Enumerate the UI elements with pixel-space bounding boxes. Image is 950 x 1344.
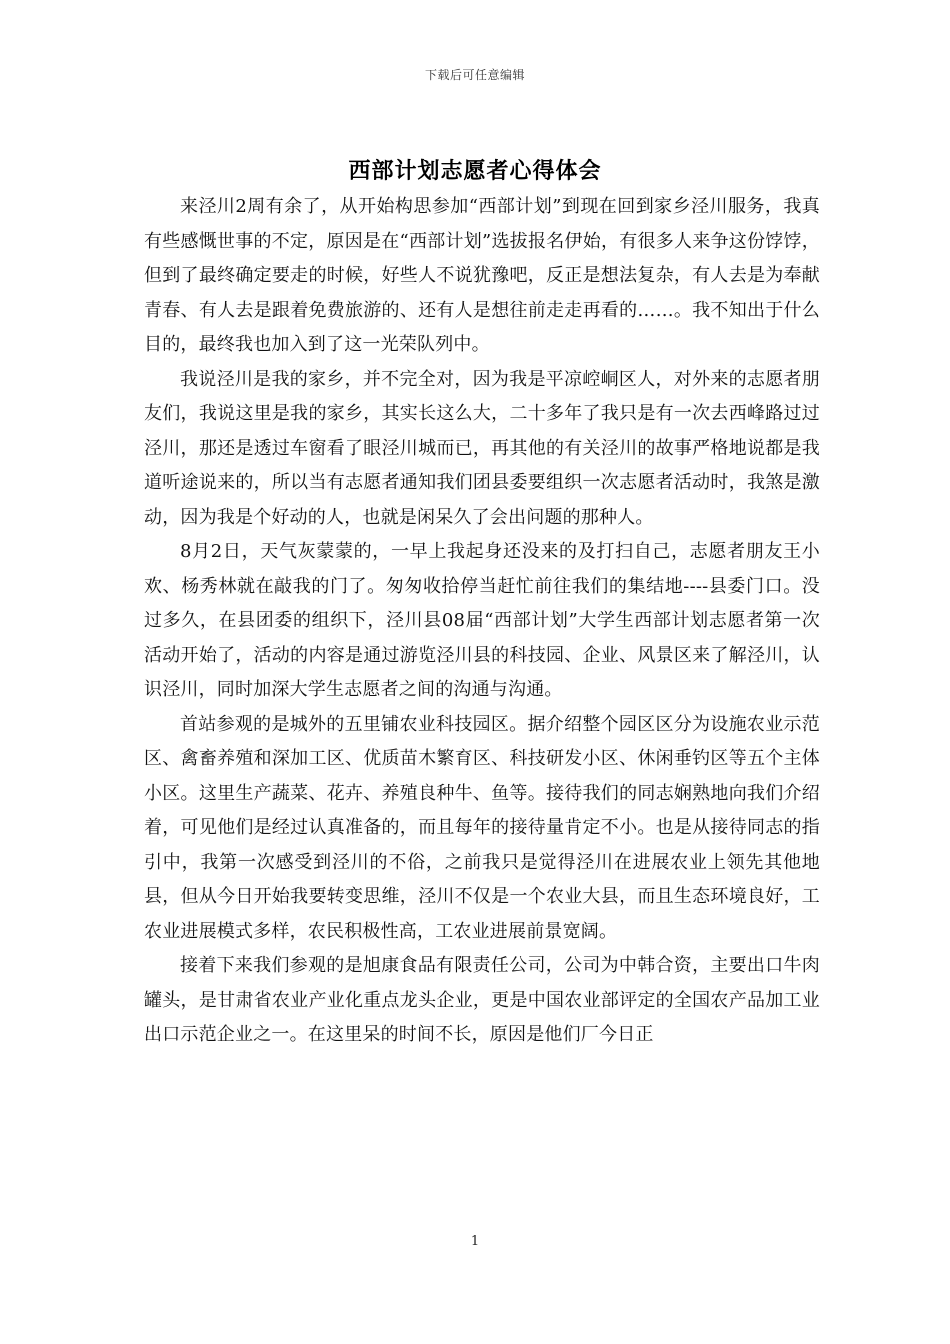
document-body [144,190,820,1053]
paragraph-5: 接着下来我们参观的是旭康食品有限责任公司，公司为中韩合资，主要出口牛肉罐头，是甘肃省农业产业化重点龙头企业，更是中国农业部评定的全国农产品加工业出口示范企业之一。在这里呆的时间不长，原因是他们厂今日正 [144,955,820,1045]
paragraph-4: 首站参观的是城外的五里铺农业科技园区。据介绍整个园区区分为设施农业示范区、禽畜养殖和深加工区、优质苗木繁育区、科技研发小区、休闲垂钓区等五个主体小区。这里生产蔬菜、花卉、养殖良种牛、鱼等。接待我们的同志娴熟地向我们介绍着，可见他们是经过认真准备的，而且每年的接待量肯定不小。也是从接待同志的指引中，我第一次感受到泾川的不俗，之前我只是觉得泾川在进展农业上领先其他地县，但从今日开始我要转变思维，泾川不仅是一个农业大县，而且生态环境良好，工农业进展模式多样，农民积极性高，工农业进展前景宽阔。 [144,713,820,942]
page-header-note: 下载后可任意编辑 [424,68,525,82]
paragraph-2: 我说泾川是我的家乡，并不完全对，因为我是平凉崆峒区人，对外来的志愿者朋友们，我说这里是我的家乡，其实长这么大，二十多年了我只是有一次去西峰路过过泾川，那还是透过车窗看了眼泾川城而已，再其他的有关泾川的故事严格地说都是我道听途说来的，所以当有志愿者通知我们团县委要组织一次志愿者活动时，我煞是激动，因为我是个好动的人，也就是闲呆久了会出问题的那种人。 [144,368,820,528]
document-title: 西部计划志愿者心得体会 [348,158,602,184]
paragraph-1: 来泾川2周有余了，从开始构思参加“西部计划”到现在回到家乡泾川服务，我真有些感慨世事的不定，原因是在“西部计划”选拔报名伊始，有很多人来争这份饽饽，但到了最终确定要走的时候，好些人不说犹豫吧，反正是想法复杂，有人去是为奉献青春、有人去是跟着免费旅游的、还有人是想往前走走再看的……。我不知出于什么目的，最终我也加入到了这一光荣队列中。 [144,196,820,355]
page-number: 1 [470,1234,480,1249]
paragraph-3: 8月2日，天气灰蒙蒙的，一早上我起身还没来的及打扫自己，志愿者朋友王小欢、杨秀林就在敲我的门了。匆匆收拾停当赶忙前往我们的集结地----县委门口。没过多久，在县团委的组织下，泾川县08届“西部计划”大学生西部计划志愿者第一次活动开始了，活动的内容是通过游览泾川县的科技园、企业、风景区来了解泾川，认识泾川，同时加深大学生志愿者之间的沟通与沟通。 [144,541,820,700]
